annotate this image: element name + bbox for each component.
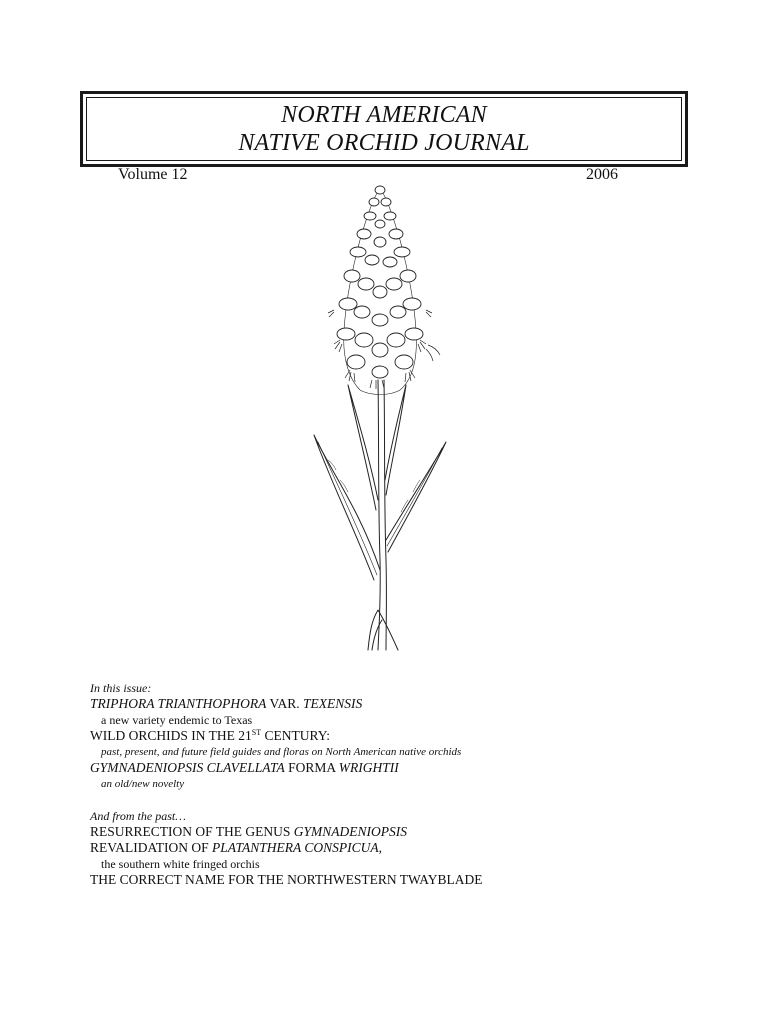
article-subtitle: past, present, and future field guides and floras on North American native orchids [101, 746, 462, 758]
from-the-past-label: And from the past… [90, 809, 186, 823]
journal-title-line-2: NATIVE ORCHID JOURNAL [238, 130, 530, 156]
past-article-title [90, 872, 730, 888]
article-title-roman: RESURRECTION OF THE GENUS [90, 824, 294, 839]
volume-number: Volume 12 [118, 166, 188, 183]
article-title-italic: WRIGHTII [338, 760, 399, 775]
in-this-issue-label: In this issue: [90, 681, 152, 695]
article-title [90, 696, 730, 712]
article-title-italic: TEXENSIS [303, 696, 363, 711]
article-subtitle: an old/new novelty [101, 778, 185, 790]
orchid-illustration-icon [300, 180, 460, 655]
past-article-title [90, 824, 730, 840]
section-gap [90, 792, 730, 808]
article-title-roman: WILD ORCHIDS IN THE 21 [90, 728, 252, 743]
article-title-italic: TRIPHORA TRIANTHOPHORA [90, 696, 267, 711]
article-title-italic: GYMNADENIOPSIS [293, 824, 408, 839]
past-article-subtitle: the southern white fringed orchis [101, 857, 260, 871]
journal-title-line-1: NORTH AMERICAN [281, 102, 487, 128]
journal-title-box [80, 91, 688, 167]
article-subtitle: a new variety endemic to Texas [101, 713, 253, 727]
article-title-italic: PLATANTHERA CONSPICUA, [212, 840, 383, 855]
article-title [90, 760, 730, 776]
article-title-roman: VAR. [266, 696, 304, 711]
publication-year: 2006 [586, 166, 618, 183]
article-title-superscript: ST [251, 728, 262, 737]
article-title-roman: THE CORRECT NAME FOR THE NORTHWESTERN TWAYBLADE [90, 872, 483, 887]
article-title-roman: CENTURY: [261, 728, 330, 743]
journal-title-inner-frame [86, 97, 682, 161]
article-title [90, 728, 730, 744]
article-title-roman: REVALIDATION OF [90, 840, 213, 855]
table-of-contents [90, 680, 730, 888]
article-title-roman: FORMA [284, 760, 339, 775]
article-title-italic: GYMNADENIOPSIS CLAVELLATA [90, 760, 285, 775]
past-article-title [90, 840, 730, 856]
